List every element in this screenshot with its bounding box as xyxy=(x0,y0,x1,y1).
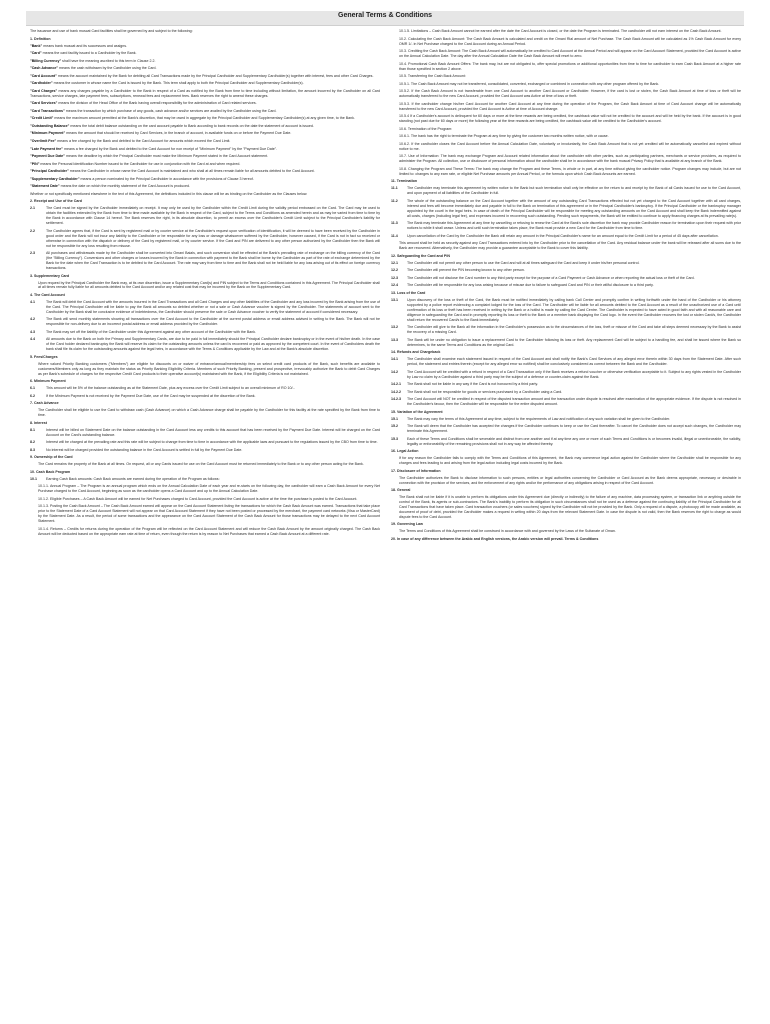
clause-item xyxy=(391,370,741,380)
definition-item: "PIN" means the Personal Identification Number issued to the Cardholder for use in conjunction with the Card at and when required. xyxy=(30,161,241,166)
definition-item: "Bank" means bank muscat and its successors and assigns. xyxy=(30,43,128,48)
section-heading: 8. Interest xyxy=(30,420,47,425)
clause-paragraph: This amount shall be held as security against any Card Transactions entered into by the Cardholder prior to the cancellation of the Card. Any residual balance under the bank will be released after all sums due to the Bank are recovered. Alternatively, the Cardholder may provide a guarantee acceptable to the Bank to cover this liability. xyxy=(399,241,741,251)
defined-term: "Cash Advance" xyxy=(30,66,59,71)
defined-term: "Billing Currency" xyxy=(30,58,62,63)
clause-paragraph: 10.8. Changing the Program and These Terms: The bank may change the Program and these Terms, in whole or in part, at any time without giving the cardholder notice. Program changes may include, but are not limited to: changes to any earn rate, or eligible Net Purchase amounts per Annual Period, or the formula upon which Cash Back Amounts are earned. xyxy=(399,166,741,176)
definition-item: "Card Account" means the account maintained by the Bank for debiting all Card Transactions made by the Principal Cardholder and Supplementary Cardholder(s) together with interest, fees and other Card Charges. xyxy=(30,73,374,78)
defined-term: "Card Services" xyxy=(30,101,58,106)
definition-item: "Payment Due Date" means the deadline by which the Principal Cardholder must make the Minimum Payment stated in the Card Account statement. xyxy=(30,154,269,159)
clause-item xyxy=(30,386,380,391)
defined-term: "Card Charges" xyxy=(30,88,58,93)
clause-number: 10.1 xyxy=(30,476,37,481)
clause-number: 2.2 xyxy=(30,228,35,233)
clause-text: The Bank may vary the terms of this Agreement at any time, subject to the requirements of Law and notification of any such variation shall be given to the Cardholder. xyxy=(407,416,671,421)
title-bar xyxy=(26,11,744,26)
section-heading: 14. Refunds and Chargeback xyxy=(391,350,441,355)
left-column xyxy=(30,29,380,1019)
clause-number: 15.2 xyxy=(391,424,398,429)
left-sections xyxy=(30,199,380,536)
definition-item: "Card" means the card facility issued to a Cardholder by the Bank. xyxy=(30,51,137,56)
clause-number: 11.4 xyxy=(391,233,398,238)
clause-item xyxy=(30,317,380,327)
clause-paragraph: 10.6. Termination of the Program: xyxy=(399,126,453,131)
clause-paragraph: 10.1.3. Posting the Cash Back Amount – The Cash Back Amount earned will appear on the Card Account Statement listing the transactions for which the Cash Back Amount was earned. Transactions that take place prior to the Statement Date of a Card Account Statement will not appear on that Card Account Statement if they have not been posted or processed by the merchant, the payment card networks (Visa or MasterCard) by the Statement Date. As a result, the period of some transactions and the appearance on the Card Account Statement of the Cash Back Amount for those transactions may be delayed to the next Card Account Statement. xyxy=(38,504,380,524)
defined-term: "Credit Limit" xyxy=(30,116,54,121)
clause-text: The Bank will send monthly statements showing all transactions over the Card Account to the Cardholder at the current postal address or email address advised in writing to the Bank. The Bank will not be responsible for non-delivery due to an incorrect postal address or email address provided by the Cardholder. xyxy=(46,317,380,327)
clause-item xyxy=(391,338,741,348)
section-heading: 4. The Card Account xyxy=(30,293,65,298)
clause-paragraph: The Cardholder authorizes the Bank to disclose information to such persons, entities or legal authorities concerning the Cardholder or Card Account as the Bank deems appropriate, necessary or desirable in connection with the provision of the services, and the enforcement of any rights and/or the performance of any obligations arising in respect of the Card Account. xyxy=(399,475,741,485)
clause-number: 4.2 xyxy=(30,317,35,322)
clause-item xyxy=(391,417,741,422)
section-heading: 19. Governing Law xyxy=(391,522,423,527)
clause-text: Interest will be charged at the prevailing rate and this rate will be subject to change from time to time in accordance with the applicable laws and pursuant to the regulations issued by the CBO from time to time. xyxy=(46,440,378,445)
clause-item xyxy=(30,428,380,438)
clause-item xyxy=(391,325,741,335)
defined-term: "Card Account" xyxy=(30,73,57,78)
clause-number: 15.1 xyxy=(391,416,398,421)
clause-text: The Cardholder will not permit any other person to use the Card and will at all times safeguard the Card and keep it under his/her personal control. xyxy=(407,260,640,265)
clause-paragraph: 10.3. Crediting the Cash Back Amount: The Cash Back Amount will automatically be credited to Card Account at the Annual Period and will appear on the Card Account Statement, provided the Card Account is active on the Annual Calculation Date. The day after the Annual Calculation Date the Cash Back Amount will reset to zero. xyxy=(399,49,741,58)
defined-term: "Outstanding Balance" xyxy=(30,123,70,128)
clause-text: All amounts due to the Bank on both the Primary and Supplementary Cards, are due to be paid in full immediately should the Principal Cardholder declare bankruptcy or in the event of his/her death. In the case of the Card holder declared bankruptcy the Bank will reserve its claim for the outstanding amounts unless the card is recovered or paid as approved by the competent court. In the event of Cardholders death the bank shall file its claim for the outstanding amounts against the legal heirs, in accordance with the Terms & Conditions applicable by the Law and at the Bank's absolute discretion. xyxy=(46,337,380,352)
clause-text: Earning Cash Back amounts: Cash Back amounts are earned during the operation of the Program as follows: xyxy=(46,476,220,481)
clause-item xyxy=(391,390,741,395)
clause-paragraph: 10.4. Promotional Cash Back Amount Offers: The bank may, but are not obligated to, offer special promotions or additional opportunities from time to time for cardholder to earn Cash Back Amount at a higher rate than those specified in section 2 above. xyxy=(399,61,741,71)
defined-term: "Card Transactions" xyxy=(30,108,65,113)
clause-item xyxy=(30,206,380,226)
clause-text: Each of these Terms and Conditions shall be severable and distinct from one another and if at any time any one or more of such Terms and Conditions is or becomes invalid, illegal or unenforceable, the validity, legality or enforceability of the remaining provisions shall not in any way be affected thereby. xyxy=(407,436,741,446)
defined-term: "PIN" xyxy=(30,161,40,166)
section-heading: 10. Cash Back Program xyxy=(30,469,71,474)
clause-number: 4.3 xyxy=(30,329,35,334)
section-heading: 17. Disclosure of Information xyxy=(391,468,441,473)
clause-text: This amount will be 5% of the balance outstanding as at the Statement Date, plus any excess over the Credit Limit subject to an overall minimum of RO 10/-. xyxy=(46,386,295,391)
clause-item xyxy=(391,298,741,323)
defined-term: "Statement Date" xyxy=(30,184,60,189)
clause-item xyxy=(391,221,741,231)
section-heading: 13. Loss of the Card xyxy=(391,290,426,295)
clause-number: 2.3 xyxy=(30,251,35,256)
definition-item: "Card Transactions" means the transaction by which purchase of any goods, cash advance and/or services are availed by the Cardholder using the Card. xyxy=(30,108,277,113)
defined-term: "Late Payment fee" xyxy=(30,146,63,151)
clause-text: No interest will be charged provided the outstanding balance in the Card Account is settled in full by the Payment Due Date. xyxy=(46,447,243,452)
clause-text: The Bank will debit the Card Account with the amounts incurred in the Card Transactions and all Card Charges and any other liabilities of the Cardholder and any loss incurred by the Bank arising from the use of the Card. The Principal Cardholder will be liable to pay the Bank all amounts so debited whether or not a sale or Cash Advance voucher is signed by the Cardholder. The statements of account sent to the Cardholder by the Bank shall be conclusive evidence of indebtedness, the Cardholder should preserve the sale or Cash Advance voucher to verify the statement of account if considered necessary. xyxy=(46,299,380,314)
defined-term: "Bank" xyxy=(30,43,43,48)
clause-number: 8.3 xyxy=(30,447,35,452)
section-heading: 12. Safeguarding the Card and PIN xyxy=(391,253,450,258)
section-heading: 2. Receipt and Use of the Card xyxy=(30,199,82,204)
clause-paragraph: 10.1.2. Eligible Purchases – A Cash Back Amount will be earned for Net Purchases charged to Card Account, provided the Card Account is active at the time the purchase is posted to the Card Account. xyxy=(38,496,358,501)
clause-paragraph: The Cardholder shall be eligible to use the Card to withdraw cash (Cash Advance) on which a Cash Advance charge shall be payable by the Cardholder for this facility at the rate specified by the Bank from time to time. xyxy=(38,408,380,418)
defined-term: "Principal Cardholder" xyxy=(30,169,69,174)
clause-item xyxy=(30,337,380,352)
clause-number: 4.1 xyxy=(30,299,35,304)
clause-number: 8.1 xyxy=(30,427,35,432)
clause-text: Interest will be billed on Statement Date on the balance outstanding in the Card Account less any credits to this account that has been received by the Payment Due Date. Interest will be charged on the Card Account on the Card's outstanding balance. xyxy=(46,427,380,437)
clause-item xyxy=(30,448,380,453)
definition-item: "Principal Cardholder" means the Cardholder in whose name the Card Account is maintained and who shall at all times remain liable for all amounts debited to the Card Account. xyxy=(30,169,315,174)
clause-number: 13.3 xyxy=(391,337,398,342)
definition-item: "Credit Limit" means the maximum amount permitted at the Bank's discretion, that may be owed in aggregate by the Principal Cardholder and Supplementary Cardholder(s) at any given time, to the Bank. xyxy=(30,116,355,121)
defined-term: "Minimum Payment" xyxy=(30,131,66,136)
clause-text: The Bank will deem that the Cardholder has accepted the changes if the Cardholder continues to keep or use the Card thereafter. To cancel the Cardholder does not accept such changes, the Cardholder may terminate this Agreement. xyxy=(407,424,741,434)
clause-number: 8.2 xyxy=(30,440,35,445)
clause-number: 15.3 xyxy=(391,436,398,441)
section-heading: 3. Supplementary Card xyxy=(30,273,70,278)
clause-number: 13.2 xyxy=(391,325,398,330)
clause-item xyxy=(30,440,380,445)
clause-paragraph: If for any reason the Cardholder fails to comply with the Terms and Conditions of this Agreement, the Bank may commence legal action against the Cardholder where the Cardholder shall be responsible for any charges and fees leading to and arising from the legal action including legal costs incurred by the Bank. xyxy=(399,456,741,466)
clause-item xyxy=(391,437,741,447)
page-title: General Terms & Conditions xyxy=(338,12,432,19)
clause-paragraph: 10.1.5. Limitations – Cash Back Amount cannot be earned after the date the Card Account is closed, or the date the Program is terminated. The cardholder will not earn interest on the Cash Back Amount. xyxy=(399,29,722,33)
clause-item xyxy=(391,283,741,288)
clause-paragraph: 10.6.2. If the cardholder closes the Card Account before the Annual Calculation Date, voluntarily or involuntarily, the Cash Back Amount that is not yet credited will be automatically cancelled and expired without notice to me. xyxy=(399,141,741,151)
clause-text: All purchases and withdrawals made by the Cardholder shall be converted into Omani Baials, and such conversion shall be effected at the Bank's prevailing rate of exchange on the billing currency of the Card (the "Billing Currency"). Conversions and other charges or losses incurred by the Bank in connection with payment to the Bank shall be borne by the Cardholder as part of the rate of exchange determined by the Bank for the date when the Card Transaction is to be debited to the Card Account. The rate may vary from time to time and the Bank shall not be held liable for any loss arising out of its effect on foreign currency transactions. xyxy=(46,251,380,271)
defined-term: "Card" xyxy=(30,51,42,56)
clause-number: 14.2.3 xyxy=(391,397,401,402)
clause-text: The Cardholder will not disclose the Card number to any third party except for the purpose of a Card Payment or Cash Advance or when reporting the actual loss or theft of the Card. xyxy=(407,275,695,280)
clause-number: 12.4 xyxy=(391,283,398,288)
clause-text: The Cardholder will prevent the PIN becoming known to any other person. xyxy=(407,268,525,273)
clause-text: The Cardholder may terminate this agreement by written notice to the Bank but such termination shall only be effective on the return to and receipt by the Bank of all Cards issued for use to the Card Account, and upon payment of all liabilities of the Cardholder in full. xyxy=(407,186,741,196)
right-column xyxy=(391,29,741,1019)
clause-item xyxy=(391,424,741,434)
clause-number: 11.2 xyxy=(391,198,398,203)
definition-item: "Billing Currency" shall have the meaning ascribed to this term in Clause 2.2. xyxy=(30,58,156,63)
clause-number: 11.1 xyxy=(391,186,398,191)
clause-number: 12.2 xyxy=(391,268,398,273)
clause-text: The Cardholder agrees that, if the Card is sent by registered mail or by courier service at the Cardholder's request upon verification of identification, it will be deemed to have been received by the Cardholder in good order and the Bank will not incur any liability to the Cardholder or be responsible for any loss or damage whatsoever suffered by the Cardholder, however caused, if the Card is not in fact so received or otherwise in connection with the dispatch or delivery of the Card by registered mail, or by courier service. If the Card and PIN are delivered to any other person authorized by the Cardholder then the Bank will not be responsible for any loss resulting from misuse. xyxy=(46,228,380,248)
clause-paragraph: 10.5.2. If the Cash Back Amount is not transferable from one Card Account to another Card Account or Cardholder. However, if the card is lost or stolen, the Cash Back Amount at time of loss or theft will be automatically transferred to the new Card Account, provided the Card Account was Active at time of loss or theft. xyxy=(399,89,741,99)
clause-text: The Card must be signed by the Cardholder immediately on receipt. It may only be used by the Cardholder within the Credit Limit during the validity period embossed on the Card. The Card may be used to obtain the facilities extended by the Bank from time to time made available by the Bank in respect of the Card, subject to the Terms and Conditions as amended herein and as may be varied from time to time by the Bank in accordance with Clause 14 hereof. The Bank reserves the right, in its absolute discretion, to permit an excess over the Cardholder's Credit Limit subject to the Principal Cardholder's liability for settlement. xyxy=(46,206,380,226)
clause-text: The Bank shall not be responsible for goods or services purchased by a Cardholder using a Card. xyxy=(407,389,563,394)
clause-text: The Card Account will NOT be credited in respect of the disputed transaction amount and the transaction under dispute is resolved after examination of the appropriate evidence. If the dispute is not resolved in the Cardholder's favour, then the Cardholder will be responsible for the entire disputed amount. xyxy=(407,397,741,407)
section-heading: 5. Fees/Charges xyxy=(30,354,58,359)
section-heading: 11. Termination xyxy=(391,179,418,184)
clause-number: 12.1 xyxy=(391,260,398,265)
section-heading: 18. General xyxy=(391,488,411,493)
clause-number: 6.2 xyxy=(30,393,35,398)
clause-paragraph: 10.5.4 If a Cardholder's account is delinquent for 60 days or more at the time rewards are being credited, the cashback value will not be credited to the account and will be held by the bank. If the account is in good standing (not past due for 60 days or more) the following year at the time rewards are being credited, the cashback value will be credited to the Cardholder's account. xyxy=(399,114,741,124)
clause-text: The Bank shall not be liable in any way if the Card is not honoured by a third party. xyxy=(407,382,538,387)
clause-number: 2.1 xyxy=(30,206,35,211)
clause-paragraph: Where valued Priority Banking customers ("Members") are eligible for discounts on or waiver of entrance/annual/membership fees on select credit card products of the Bank, such benefits are available to customers/Members only as long as they maintain the status as Priority Banking Eligibility Criteria. Members of such Priority Banking, present and prospective, irrevocably authorize the Bank to debit Card Charges as per Bank's schedule of charges for the respective Credit Card products to their operative account(s) maintained with the Bank, if the Eligibility Criteria is not maintained. xyxy=(38,361,380,376)
clause-item xyxy=(30,300,380,315)
clause-paragraph: The Bank shall not be liable if it is unable to perform its obligations under this Agreement due (directly or indirectly) to the failure of any machine, data processing system, or transaction link or anything outside the control of the Bank, its agents or sub-contractors. The Bank's inability to perform its obligation in such circumstances shall not be used as a defense against the continuing liability of the Principal Cardholder for all Card Transactions that have taken place. Card transaction vouchers (or sales vouchers) signed by the Cardholder will not be provided by the Bank. Only a request of a dispute, a photocopy will be made available, as document of proof of debt, provided the Cardholder makes a request in writing within 20 days from the relevant Statement Date. In case the dispute is not valid, then the Bank reserves the right to charge as would dispute fees to the Card Account. xyxy=(399,495,741,519)
clause-number: 12.3 xyxy=(391,275,398,280)
definition-item: "Outstanding Balance" means the total debit balance outstanding on the card account payable to Bank according to bank records on the date the statement of account is issued. xyxy=(30,123,314,128)
clause-text: The Card Account will be credited with a refund in respect of a Card Transaction only if the Bank receives a refund voucher or otherwise verification acceptable to it. Subject to any rights vested in the Cardholder by Law no claim by a Cardholder against a third party may be the subject of a defense or counter-claim against the Bank. xyxy=(407,369,741,379)
clause-item xyxy=(391,382,741,387)
clause-item xyxy=(30,330,380,335)
clause-item xyxy=(30,477,380,482)
clause-text: The Cardholder shall examine each statement issued in respect of the Card Account and shall notify the Bank's Card Services of any alleged error therein within 30 days from the Statement Date. After such period, the statement and entries therein (except for any alleged error so notified) shall be conclusively considered as correct between the Bank and the Cardholder. xyxy=(407,357,741,366)
definition-item: "Supplementary Cardholder" means a person nominated by the Principal Cardholder in accordance with the provisions of Clause 3 hereof. xyxy=(30,176,254,181)
clause-text: The Bank will be under no obligation to issue a replacement Card to the Cardholder following its loss or theft. Any replacement Card will be subject to a handling fee, and shall be issued where the Bank so determines, to the same Terms and Conditions as the original Card. xyxy=(407,337,741,347)
clause-text: The whole of the outstanding balance on the Card Account together with the amount of any outstanding Card Transactions effected but not yet charged to the Card Account together with all card charges, interest and fees will become immediately due and payable in full to the Bank on termination of this agreement or in the Principal Cardholder's bankruptcy. If the Principal Cardholder or the bankruptcy manager appointed by the court/ in the legal heirs. In case of death of the Principal Cardholder will be responsible for meeting any outstanding amounts on the Card Account and shall keep the Bank indemnified against all costs, charges (including legal fee), and expenses incurred in recovering such outstanding. Pending such repayments, the Bank will be entitled to continue to apply financing charges at its prevailing rate(s). xyxy=(407,198,741,218)
section-heading: 15. Variation of the Agreement xyxy=(391,409,443,414)
clause-item xyxy=(391,397,741,407)
definition-item: "Cardholder" means the customer in whose name the Card is issued by the Bank. This term shall apply to both the Principal Cardholder and Supplementary Cardholder(s). xyxy=(30,81,304,86)
definitions-list xyxy=(30,44,380,197)
clause-number: 6.1 xyxy=(30,386,35,391)
definition-item: Whether or not specifically mentioned elsewhere in the text of this Agreement, the definitions included in this clause will be as binding on the Cardholder as the Clauses below. xyxy=(30,191,308,196)
clause-text: The Cardholder will be responsible for any loss arising because of misuse due to failure to safeguard Card and PIN or their willful disclosure to a third party. xyxy=(407,283,654,288)
clause-paragraph: Upon request by the Principal Cardholder the Bank may, at its own discretion, issue a Supplementary Card(s) and PIN subject to the Terms and Conditions contained in this Agreement. The Principal Cardholder shall at all times remain fully liable for all amounts debited to the Card Account and/or any related cost that may be incurred by the Bank on the Supplementary Card. xyxy=(38,280,380,290)
clause-paragraph: 10.5.1. The Cash Back Amount may not be transferred, consolidated, converted, exchanged or combined in connection with any other program offered by the Bank. xyxy=(399,81,660,86)
clause-text: The Bank may terminate this Agreement at any time by cancelling or refusing to renew the Card at the Bank's sole discretion the bank may provide Cardholder reason for termination upon their request with prior notices to while it shall cease. Unless and until such termination takes place, the Bank must provide a new Card for the Cardholder from time to time. xyxy=(407,221,741,231)
clause-item xyxy=(30,394,380,399)
clause-paragraph: The Terms and Conditions of this Agreement shall be construed in accordance with and governed by the Laws of the Sultanate of Oman. xyxy=(399,529,616,534)
clause-item xyxy=(391,186,741,196)
defined-term: "Cardholder" xyxy=(30,81,53,86)
clause-item xyxy=(391,268,741,273)
clause-number: 14.1 xyxy=(391,357,398,362)
clause-number: 14.2 xyxy=(391,369,398,374)
right-sections xyxy=(391,29,741,542)
definition-item: "Minimum Payment" means the amount that should be received by Card Services, in the branch of account, in available funds on or before the Payment Due Date. xyxy=(30,131,292,136)
clause-paragraph: 10.2. Calculating the Cash Back Amount: The Cash Back Amount is calculated and credit on the Omani Rial amount of Net Purchase. The Cash Back Amount will be calculated as 1% Cash Back Amount for every OMR 1/- in Net Purchase charged to the Card Account during an Annual Period. xyxy=(399,36,741,46)
defined-term: "Payment Due Date" xyxy=(30,154,65,159)
clause-text: The Bank may set off the liability of the Cardholder under this Agreement against any other account of the Cardholder with the Bank. xyxy=(46,329,257,334)
section-heading: 7. Cash Advance xyxy=(30,401,59,406)
definitions-heading: 1. Definition xyxy=(30,36,51,41)
section-heading: 9. Ownership of the Card xyxy=(30,455,73,460)
clause-number: 11.3 xyxy=(391,221,398,226)
clause-text: The Cardholder will give to the Bank all the information in the Cardholder's possession as to the circumstances of the loss, theft or misuse of the Card and take all steps deemed necessary by the Bank to assist the recovery of a missing Card. xyxy=(407,325,741,335)
clause-paragraph: 10.5.3. If the cardholder change his/her Card Account for another Card Account at any time during the operation of the Program, the Cash Back Amount at time of Card Account change will be automatically transferred to the new Card Account, provided the Card Account is Active at time of Account change. xyxy=(399,101,741,111)
section-heading: 20. In case of any difference between the Arabic and English versions, the Arabic version will prevail. Terms & Conditions xyxy=(391,536,599,541)
definition-item: "Card Services" means the division of the Head Office of the Bank having overall responsibility for the administration of Card related services. xyxy=(30,101,257,106)
clause-item xyxy=(391,357,741,367)
definition-item: "Overlimit Fee" means a fee charged by the Bank and debited to the Card Account for amounts which exceed the Card Limit. xyxy=(30,139,231,144)
intro-paragraph: The issuance and use of bank muscat Card facilities shall be governed by and subject to the following: xyxy=(30,29,193,33)
definition-item: "Cash Advance" means the cash withdrawn by the Cardholder using the Card. xyxy=(30,66,157,71)
clause-text: If the Minimum Payment is not received by the Payment Due Date, use of the Card may be suspended at the discretion of the Bank. xyxy=(46,393,256,398)
defined-term: "Overlimit Fee" xyxy=(30,139,57,144)
defined-term: "Supplementary Cardholder" xyxy=(30,176,80,181)
clause-number: 4.4 xyxy=(30,337,35,342)
clause-item xyxy=(391,276,741,281)
definition-item: "Statement Date" means the date on which the monthly statement of the Card Account is produced. xyxy=(30,184,191,189)
clause-paragraph: 10.1.4. Returns – Credits for returns during the operation of the Program will be reflected on the Card Account Statement and will reduce the Cash Back Amount by the amount originally charged. The Cash Back Amount will be deducted based on the appropriate earn rate at time of return, even though the return is by reason to Net Purchases that earned a Cash Back Amount at a different rate. xyxy=(38,526,380,536)
clause-paragraph: 10.6.1. The bank has the right to terminate the Program at any time by giving the customer two months written notice, with or cause. xyxy=(399,134,609,139)
clause-item xyxy=(391,234,741,239)
clause-paragraph: 10.1.1. Annual Program – The Program is an annual program which ends on the Annual Calculation Date of each year and re-starts on the following day, the cardholder will earn a Cash Back Amount for every Net Purchase charged to the Card Account, beginning as soon as the cardholder opens a Card Account and up to the Annual Calculation Date. xyxy=(38,484,380,494)
clause-item xyxy=(391,261,741,266)
clause-paragraph: 10.7. Use of Information: The bank may exchange Program and Account related information about the cardholder with other parties, such as participating partners, merchants or service providers, as required to administer the Program. All collection, use or disclosure of personal information about the cardholder shall be in accordance with the bank muscat Privacy Policy that is available at any branch of the Bank. xyxy=(399,154,741,164)
section-heading: 6. Minimum Payment xyxy=(30,379,66,384)
clause-number: 13.1 xyxy=(391,297,398,302)
definition-item: "Late Payment fee" means a fee charged by the Bank and debited to the Card Account for non receipt of "Minimum Payment" by the "Payment Due Date". xyxy=(30,146,278,151)
definition-item: "Card Charges" means any charges payable by a Cardholder to the Bank in respect of a Card as notified by the Bank from time to time including without limitation, the amount incurred by the Cardholder on all Card Transactions, service charges, late payment fees, subscriptions, renewal fees and replacement fees. Bank reserves the right to amend these charges. xyxy=(30,88,380,98)
clause-text: Upon cancellation of the Card by the Cardholder the Bank will retain any amount in the Principal Cardholder's name for an amount equal to the Credit Limit for a period of 45 days after cancellation. xyxy=(407,233,719,238)
section-heading: 16. Legal Action xyxy=(391,449,419,454)
clause-text: Upon discovery of the loss or theft of the Card, the Bank must be notified immediately by calling bank Call Center and promptly confirm in writing forthwith under the hand of the Cardholder or his attorney supported by a police report evidencing a complaint lodged for the loss of the Card. The Cardholder will be liable for all amounts debited to the Card Account as a result of the unauthorized use of a Card until confirmation of its loss or theft has been received in writing by the Bank or a hotlist is made by calling the Card Centre. The Cardholder is expected to have acted in good faith and with all reasonable care and diligence in safeguarding the Card and in promptly reporting its loss or theft to the Bank or a member bank displaying the Card logo. In the event the Cardholder recovers the lost or stolen Card/s, the Cardholder shall return the recovered Card/s to the Bank immediately. xyxy=(407,297,741,322)
clause-number: 14.2.2 xyxy=(391,389,401,394)
clause-number: 14.2.1 xyxy=(391,382,401,387)
clause-item xyxy=(30,251,380,271)
clause-item xyxy=(30,229,380,249)
clause-paragraph: 10.5. Transferring the Cash Back Amount: xyxy=(399,74,466,79)
clause-item xyxy=(391,199,741,219)
clause-paragraph: The Card remains the property of the Bank at all times. On request, all or any Cards issued for use on the Card Account must be returned immediately to the Bank or to any other person acting for the Bank. xyxy=(38,462,364,467)
